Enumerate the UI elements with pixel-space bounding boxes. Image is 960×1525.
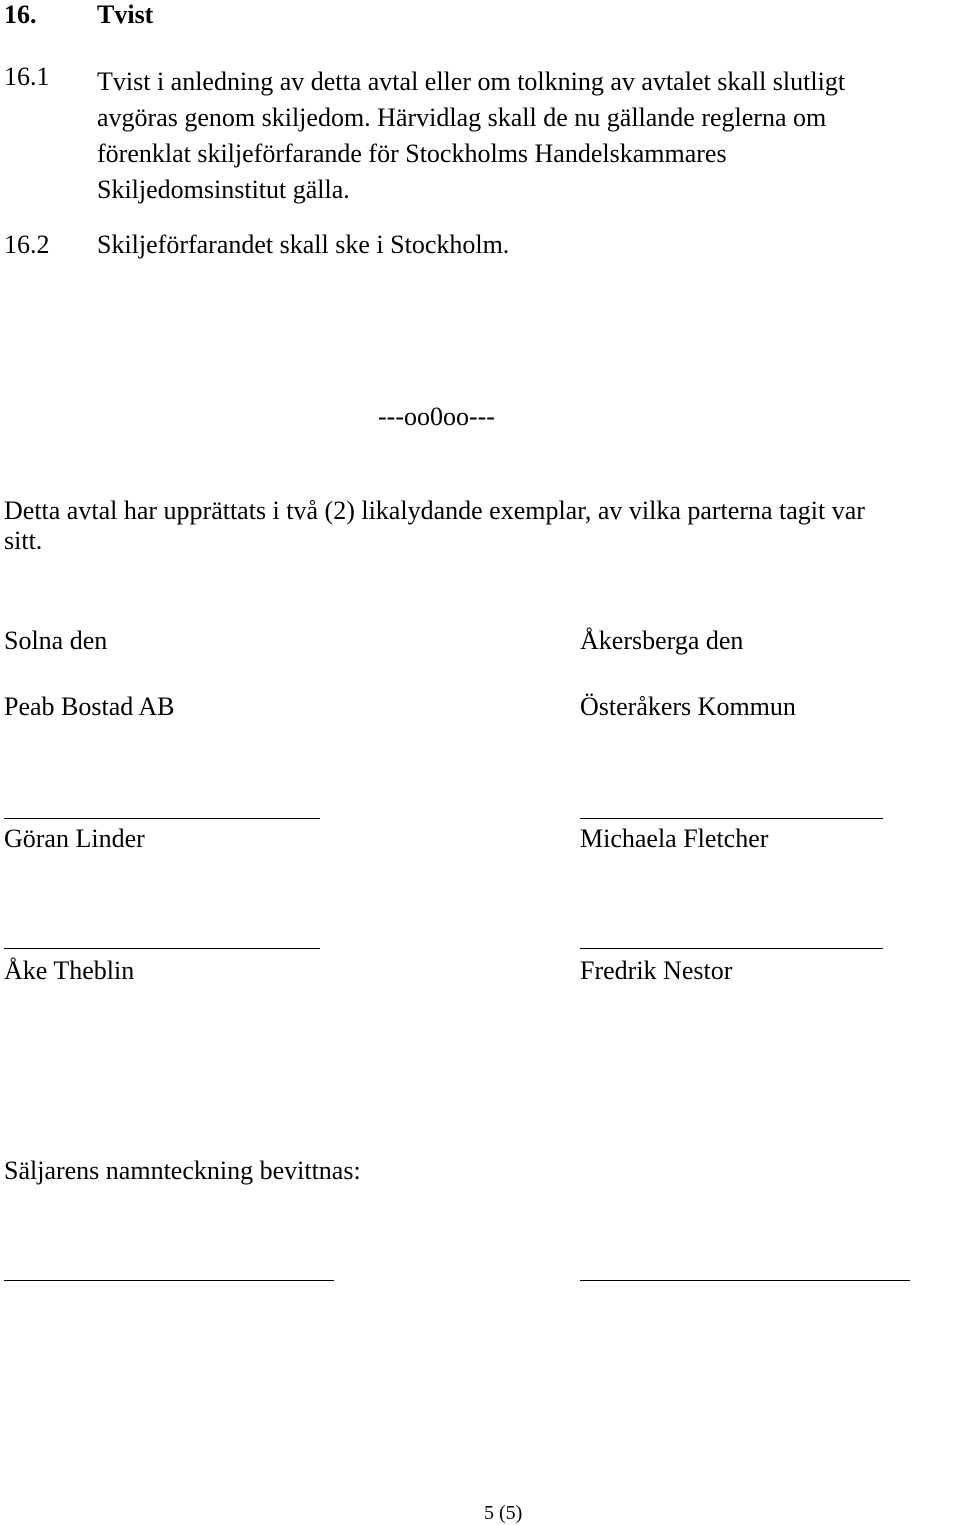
left-organization: Peab Bostad AB	[4, 692, 175, 721]
signatory-name: Michaela Fletcher	[580, 824, 769, 853]
clause-number: 16.1	[4, 62, 50, 91]
clause-text	[97, 64, 927, 208]
closing-line: Detta avtal har upprättats i två (2) likalydande exemplar, av vilka parterna tagit var	[4, 496, 865, 525]
signature-line	[580, 818, 883, 819]
separator: ---oo0oo---	[378, 402, 495, 431]
clause-text: Skiljeförfarandet skall ske i Stockholm.	[97, 230, 510, 259]
witness-signature-line	[4, 1280, 334, 1281]
signatory-name: Fredrik Nestor	[580, 956, 733, 985]
clause-line: avgöras genom skiljedom. Härvidlag skall de nu gällande reglerna om	[97, 103, 827, 132]
closing-line: sitt.	[4, 526, 43, 555]
section-number: 16.	[4, 0, 37, 29]
signatory-name: Åke Theblin	[4, 956, 135, 985]
signature-line	[4, 818, 320, 819]
signature-line	[580, 948, 883, 949]
right-organization: Österåkers Kommun	[580, 692, 796, 721]
right-place: Åkersberga den	[580, 626, 744, 655]
page-number: 5 (5)	[484, 1502, 523, 1524]
witness-signature-line	[580, 1280, 910, 1281]
clause-line: förenklat skiljeförfarande för Stockholms Handelskammares	[97, 139, 727, 168]
witness-label: Säljarens namnteckning bevittnas:	[4, 1156, 361, 1185]
left-place: Solna den	[4, 626, 108, 655]
signature-line	[4, 948, 320, 949]
signatory-name: Göran Linder	[4, 824, 145, 853]
clause-line: Tvist i anledning av detta avtal eller om tolkning av avtalet skall slutligt	[97, 67, 846, 96]
section-title: Tvist	[97, 0, 154, 29]
clause-line: Skiljedomsinstitut gälla.	[97, 175, 350, 204]
closing-statement	[4, 496, 954, 556]
clause-number: 16.2	[4, 230, 50, 259]
